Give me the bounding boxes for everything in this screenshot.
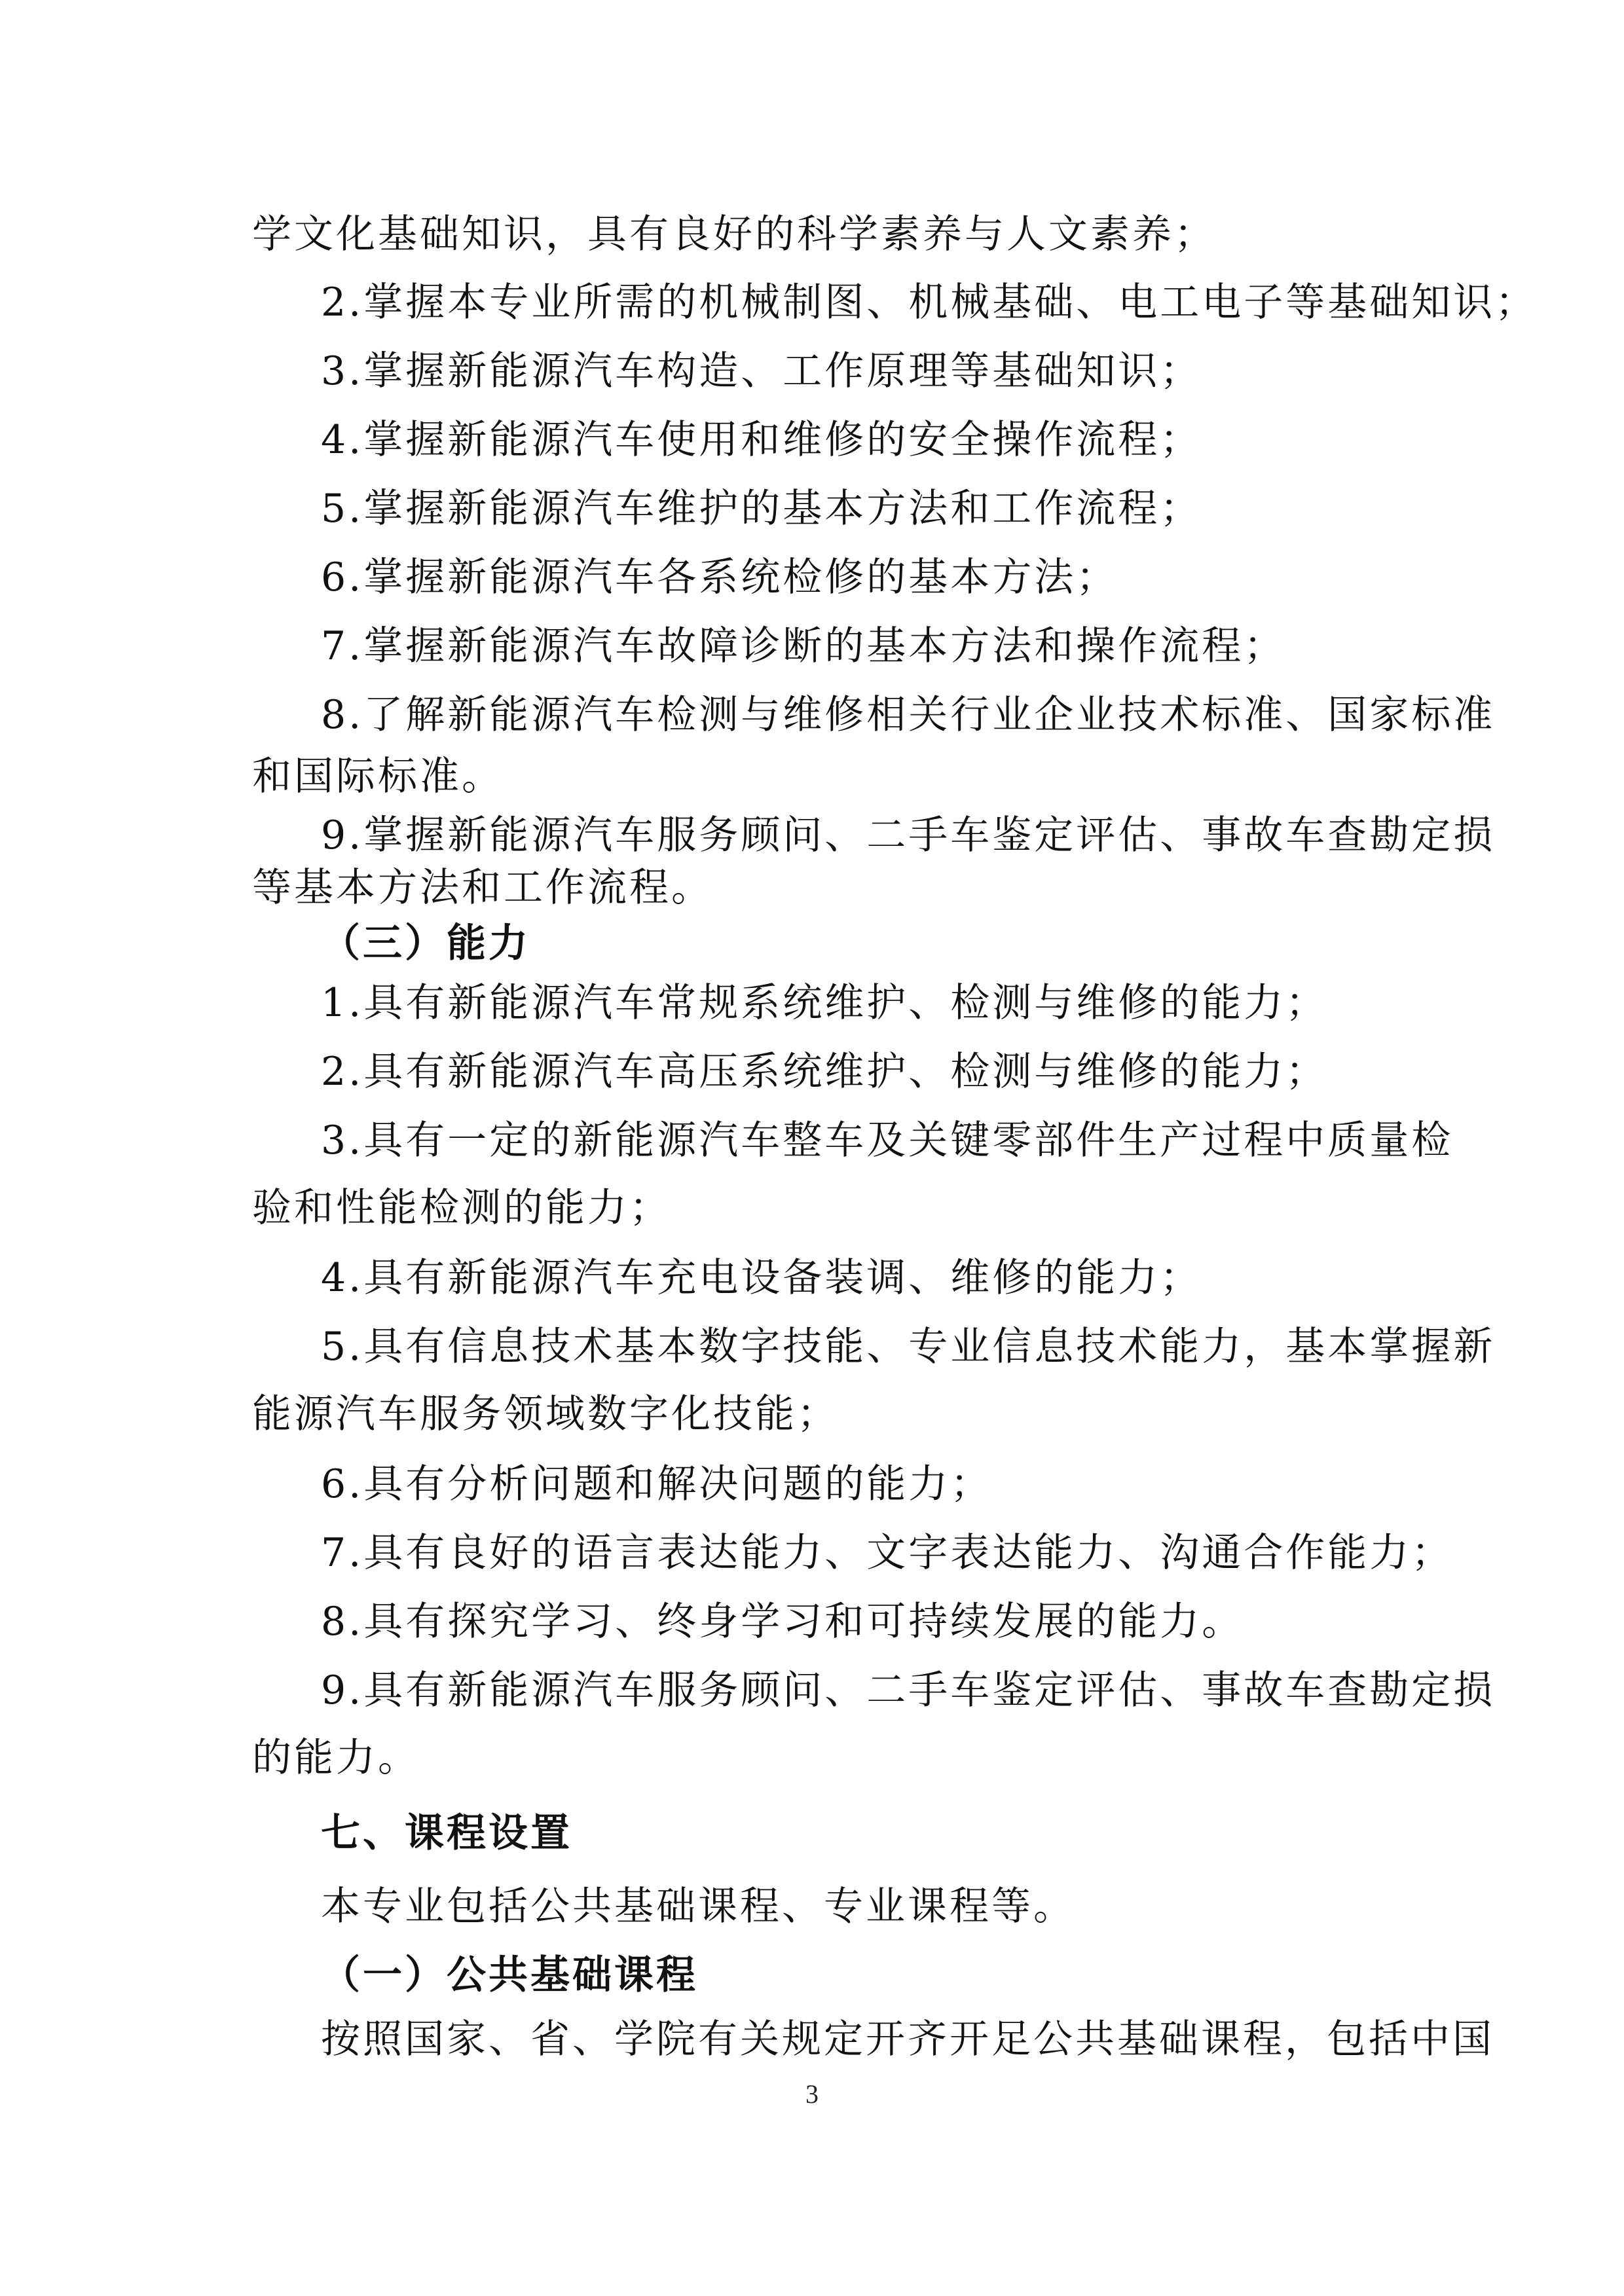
knowledge-item-3: 3.掌握新能源汽车构造、工作原理等基础知识； (321, 348, 1202, 394)
ability-item-9: 9.具有新能源汽车服务顾问、二手车鉴定评估、事故车查勘定损 (321, 1667, 1496, 1713)
knowledge-item-6: 6.掌握新能源汽车各系统检修的基本方法； (321, 555, 1118, 600)
public-courses-text: 按照国家、省、学院有关规定开齐开足公共基础课程，包括中国 (321, 2016, 1494, 2062)
section-heading-public-courses: （一）公共基础课程 (321, 1952, 698, 1998)
section-heading-ability: （三）能力 (321, 920, 530, 966)
knowledge-item-8: 8.了解新能源汽车检测与维修相关行业企业技术标准、国家标准 (321, 692, 1496, 738)
knowledge-item-4: 4.掌握新能源汽车使用和维修的安全操作流程； (321, 417, 1202, 463)
course-intro: 本专业包括公共基础课程、专业课程等。 (321, 1884, 1075, 1929)
ability-item-7: 7.具有良好的语言表达能力、文字表达能力、沟通合作能力； (321, 1530, 1454, 1576)
knowledge-item-8-cont: 和国际标准。 (252, 754, 504, 799)
page-number: 3 (805, 2079, 819, 2109)
ability-item-3-cont: 验和性能检测的能力； (252, 1185, 671, 1231)
ability-item-9-cont: 的能力。 (252, 1735, 420, 1781)
knowledge-item-7: 7.掌握新能源汽车故障诊断的基本方法和操作流程； (321, 623, 1286, 669)
ability-item-8: 8.具有探究学习、终身学习和可持续发展的能力。 (321, 1599, 1244, 1645)
ability-item-4: 4.具有新能源汽车充电设备装调、维修的能力； (321, 1255, 1202, 1301)
knowledge-item-2: 2.掌握本专业所需的机械制图、机械基础、电工电子等基础知识； (321, 280, 1538, 325)
ability-item-5: 5.具有信息技术基本数字技能、专业信息技术能力，基本掌握新 (321, 1324, 1496, 1370)
ability-item-1: 1.具有新能源汽车常规系统维护、检测与维修的能力； (321, 980, 1328, 1026)
knowledge-item-9: 9.掌握新能源汽车服务顾问、二手车鉴定评估、事故车查勘定损 (321, 812, 1496, 858)
knowledge-item-9-cont: 等基本方法和工作流程。 (252, 865, 713, 911)
ability-item-5-cont: 能源汽车服务领域数字化技能； (252, 1391, 839, 1437)
chapter-heading-course-setup: 七、课程设置 (321, 1810, 572, 1856)
ability-item-6: 6.具有分析问题和解决问题的能力； (321, 1461, 993, 1507)
ability-item-3: 3.具有一定的新能源汽车整车及关键零部件生产过程中质量检 (321, 1118, 1454, 1163)
paragraph-line: 学文化基础知识，具有良好的科学素养与人文素养； (252, 211, 1216, 257)
knowledge-item-5: 5.掌握新能源汽车维护的基本方法和工作流程； (321, 486, 1202, 532)
ability-item-2: 2.具有新能源汽车高压系统维护、检测与维修的能力； (321, 1049, 1328, 1095)
